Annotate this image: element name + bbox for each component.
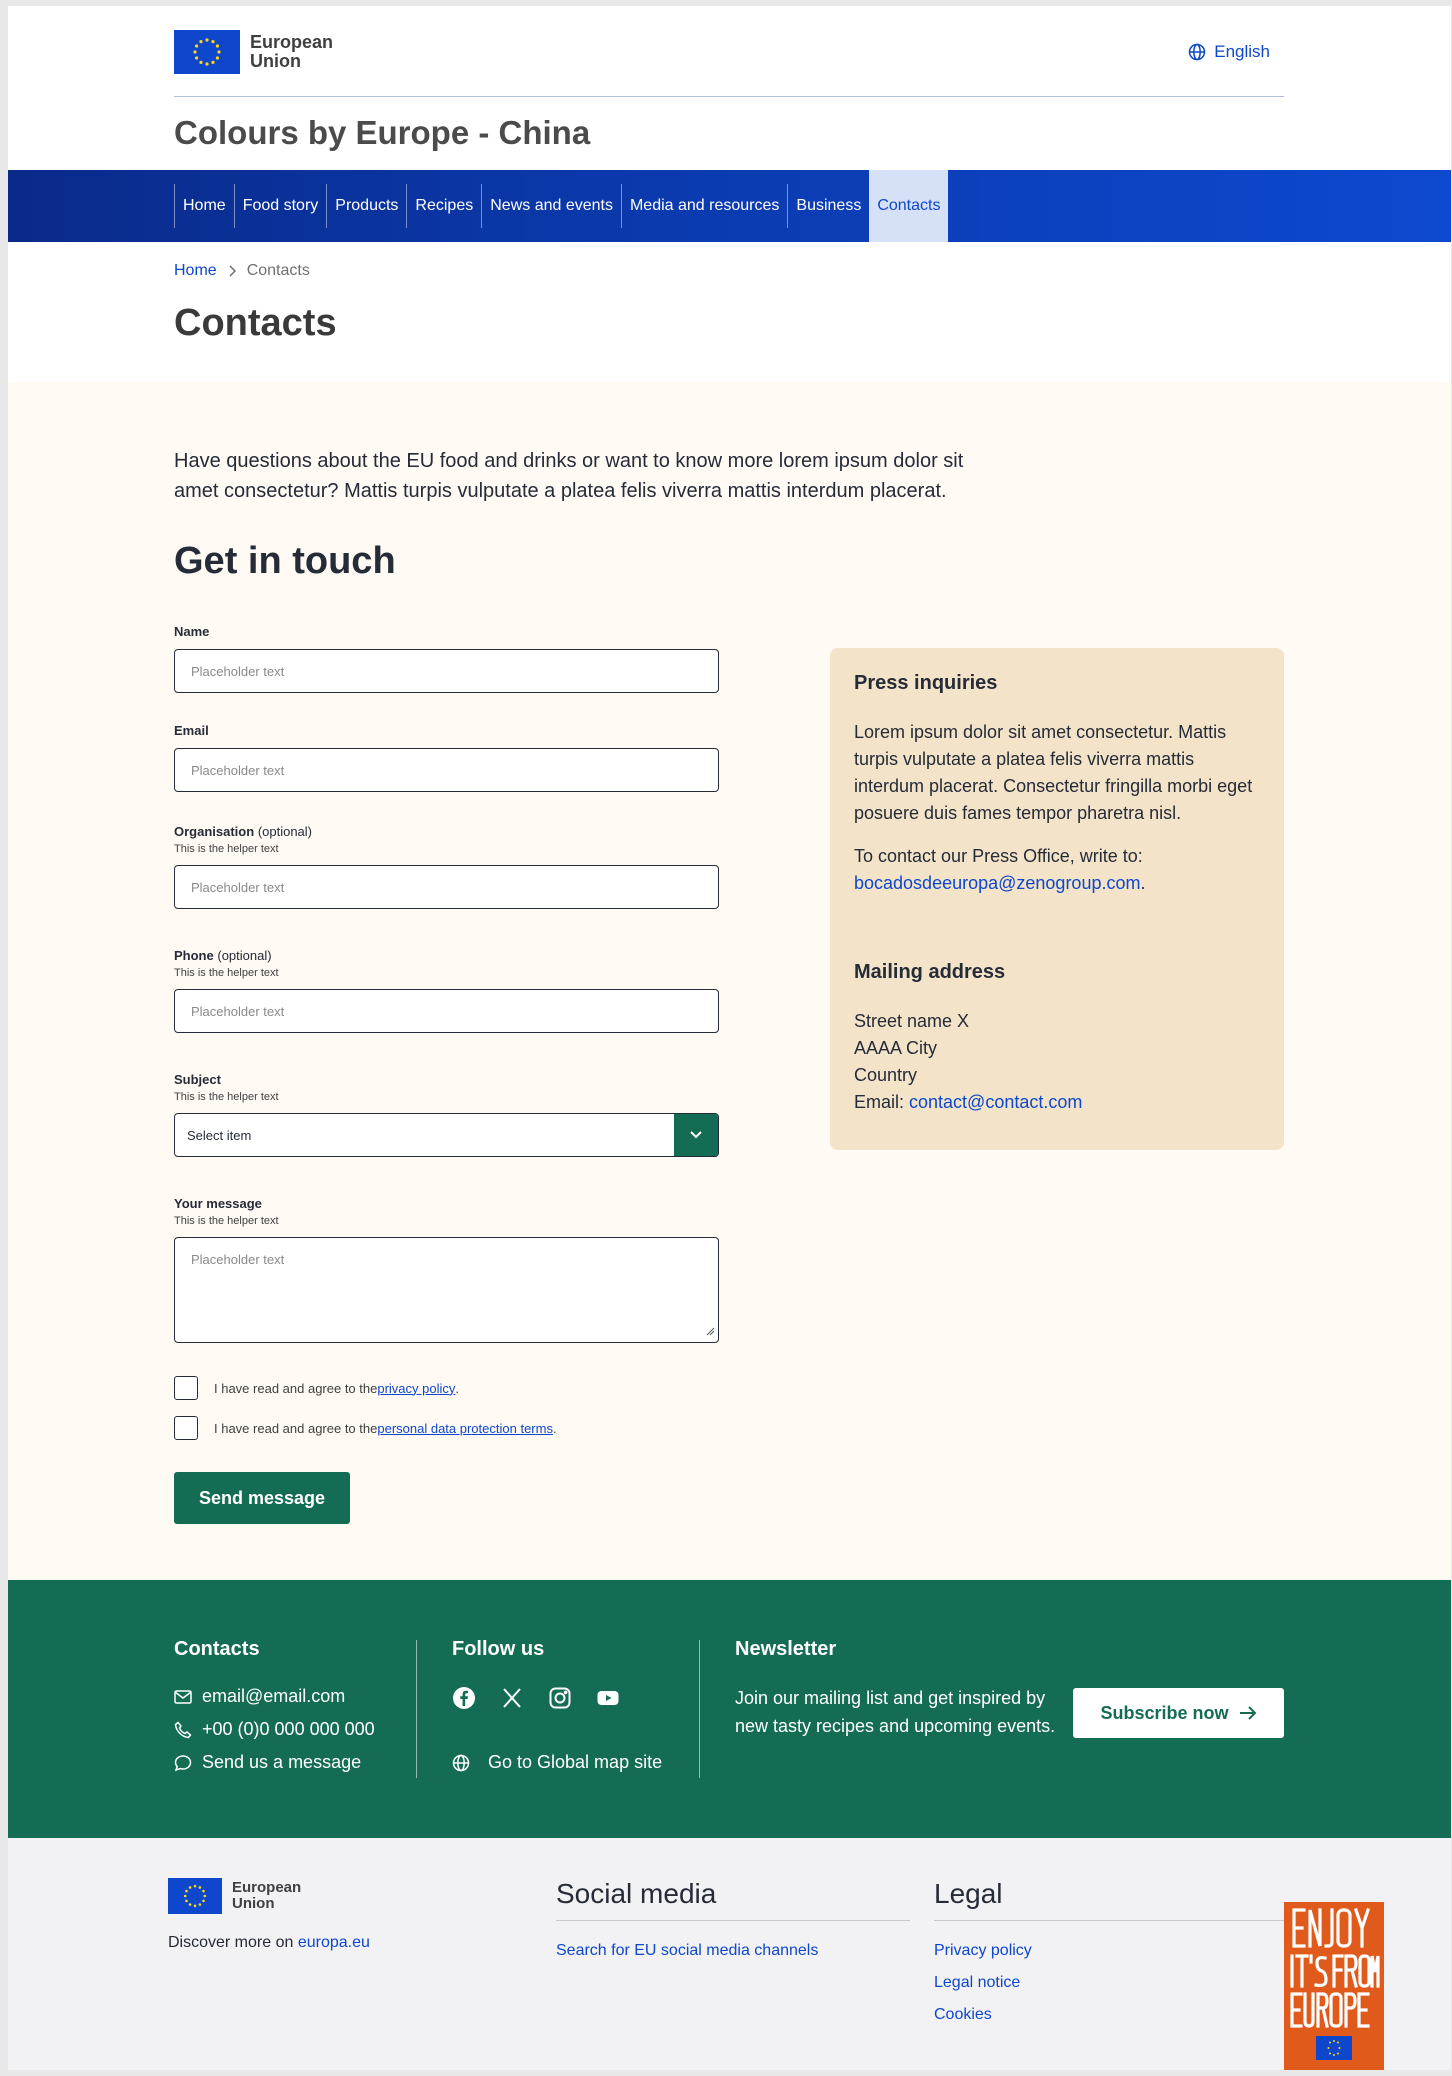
phone-input[interactable]: Placeholder text [174,989,719,1033]
chevron-right-icon [227,265,237,277]
subscribe-button[interactable] [1073,1688,1284,1738]
subject-select-value: Select item [187,1127,252,1143]
discover-more-text: Discover more on europa.eu [168,1934,370,1951]
data-protection-check-suffix: . [552,1420,557,1436]
youtube-icon[interactable] [596,1686,620,1710]
footer-divider [416,1640,417,1778]
chevron-down-icon[interactable] [674,1114,718,1156]
footer-divider [699,1640,700,1778]
language-selector[interactable] [1188,42,1270,62]
social-media-divider [556,1920,910,1921]
press-title: Press inquiries [854,672,998,694]
email-input[interactable]: Placeholder text [174,748,719,792]
legal-title: Legal [934,1878,1003,1909]
newsletter-text: Join our mailing list and get inspired by new tasty recipes and upcoming events. [735,1688,1056,1736]
legal-notice-link[interactable]: Legal notice [934,1974,1021,1991]
footer-phone-link[interactable]: +00 (0)0 000 000 000 [174,1719,375,1740]
organisation-field-group [174,824,719,909]
globe-icon [452,1754,480,1772]
mailing-address: Street name X AAAA City Country Email: contact@contact.com [854,1011,1083,1112]
facebook-icon[interactable] [452,1686,476,1710]
mail-icon [174,1690,202,1704]
breadcrumb-current: Contacts [246,262,310,279]
site-title: Colours by Europe - China [174,114,591,151]
message-field-group [174,1196,719,1343]
name-input[interactable]: Placeholder text [174,649,719,693]
global-map-link[interactable]: Go to Global map site [452,1752,662,1773]
footer-eu-text: European Union [232,1879,302,1912]
main-navigation [8,170,1451,242]
footer-follow-title: Follow us [452,1638,545,1660]
organisation-helper: This is the helper text [174,843,279,855]
press-email-link[interactable]: bocadosdeeuropa@zenogroup.com [854,873,1141,893]
resize-handle-icon[interactable] [706,1324,715,1339]
mailing-title: Mailing address [854,961,1006,983]
data-protection-checkbox-row [174,1416,557,1440]
organisation-label: Organisation (optional) [174,824,313,839]
site-footer [8,1838,1451,2070]
press-contact-text: To contact our Press Office, write to: bocadosdeeuropa@zenogroup.com. [854,846,1146,893]
footer-email-link[interactable]: email@email.com [174,1686,345,1707]
footer-contacts-title: Contacts [174,1638,260,1660]
instagram-icon[interactable] [548,1686,572,1710]
page-frame [8,6,1451,2070]
contact-section [8,382,1451,1580]
enjoy-its-from-europe-logo [1284,1902,1384,2070]
eu-flag-icon [174,30,240,74]
privacy-policy-footer-link[interactable]: Privacy policy [934,1942,1032,1959]
social-icons [452,1686,644,1710]
privacy-checkbox[interactable] [174,1376,198,1400]
organisation-input[interactable]: Placeholder text [174,865,719,909]
breadcrumb [174,262,310,280]
social-media-link[interactable]: Search for EU social media channels [556,1942,819,1959]
nav-item-products[interactable]: Products [326,184,406,228]
cookies-link[interactable]: Cookies [934,2006,992,2023]
nav-item-business[interactable]: Business [787,184,869,228]
phone-field-group [174,948,719,1033]
phone-icon [174,1721,202,1739]
subscribe-label: Subscribe now [1100,1702,1229,1723]
contact-footer [8,1580,1451,1838]
email-label: Email [174,723,209,738]
email-field-group [174,723,719,792]
subject-field-group [174,1072,719,1157]
globe-icon [1188,43,1214,61]
name-field-group [174,624,719,693]
nav-item-contacts[interactable]: Contacts [869,170,948,242]
message-helper: This is the helper text [174,1215,279,1227]
intro-text: Have questions about the EU food and drinks or want to know more lorem ipsum dolor sit amet consectetur? Mattis turpis vulputate a platea felis viverra mattis interdum placerat. [174,450,964,502]
privacy-check-suffix: . [455,1380,460,1396]
form-heading: Get in touch [174,540,396,582]
footer-send-message-link[interactable]: Send us a message [174,1752,361,1773]
legal-divider [934,1920,1288,1921]
data-protection-check-text: I have read and agree to the [214,1420,378,1436]
social-media-title: Social media [556,1878,717,1909]
subject-helper: This is the helper text [174,1091,279,1103]
subject-select[interactable] [174,1113,719,1157]
nav-item-food-story[interactable]: Food story [234,184,327,228]
phone-helper: This is the helper text [174,967,279,979]
message-label: Your message [174,1196,262,1211]
europa-link[interactable]: europa.eu [297,1934,370,1951]
nav-item-recipes[interactable]: Recipes [406,184,481,228]
privacy-checkbox-row [174,1376,459,1400]
eu-flag-icon [168,1878,222,1914]
subject-label: Subject [174,1072,221,1087]
nav-item-home[interactable]: Home [174,184,234,228]
data-protection-link[interactable]: personal data protection terms [377,1420,553,1436]
page-title: Contacts [174,302,337,344]
send-message-button[interactable]: Send message [174,1472,350,1524]
name-label: Name [174,624,210,639]
eu-logo-text: European Union [250,32,334,71]
privacy-policy-link[interactable]: privacy policy [377,1380,456,1396]
message-placeholder: Placeholder text [191,1252,285,1267]
phone-label: Phone (optional) [174,948,272,963]
site-header [8,6,1451,170]
privacy-check-text: I have read and agree to the [214,1380,378,1396]
message-textarea[interactable] [174,1237,719,1343]
mailing-email-link[interactable]: contact@contact.com [909,1092,1083,1112]
press-inquiries-box [830,648,1284,1150]
x-icon[interactable] [500,1686,524,1710]
newsletter-title: Newsletter [735,1638,837,1660]
breadcrumb-home-link[interactable]: Home [174,262,217,279]
nav-item-media-and-resources[interactable]: Media and resources [621,184,787,228]
header-divider [174,96,1284,97]
eu-logo[interactable] [174,30,333,74]
language-label: English [1214,42,1270,61]
footer-eu-logo[interactable] [168,1878,301,1914]
chat-icon [174,1754,202,1772]
press-body: Lorem ipsum dolor sit amet consectetur. Mattis turpis vulputate a platea felis viverra mattis interdum placerat. Consectetur fringilla morbi eget posuere duis fames tempor pharetra nisl. [854,722,1253,823]
data-protection-checkbox[interactable] [174,1416,198,1440]
nav-item-news-and-events[interactable]: News and events [481,184,621,228]
arrow-right-icon [1229,1705,1257,1721]
